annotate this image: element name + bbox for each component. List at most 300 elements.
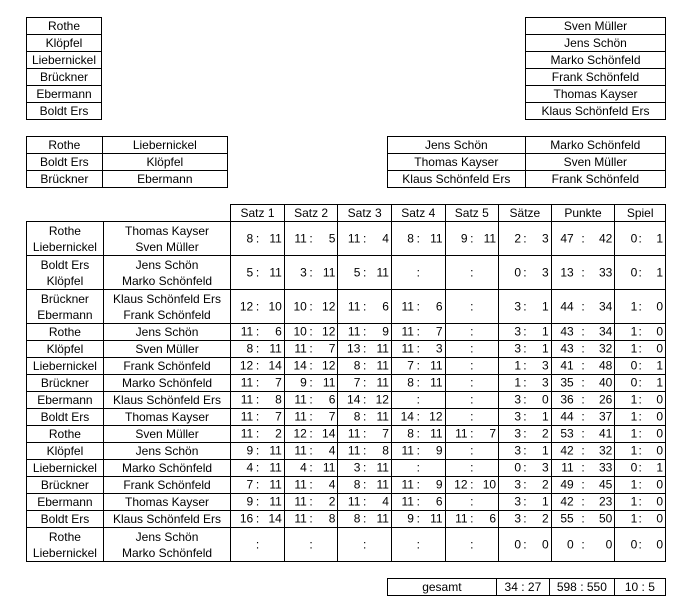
match-away-player: Frank Schönfeld: [123, 477, 211, 492]
match-away: [103, 409, 230, 426]
score-separator: :: [638, 341, 642, 356]
score-separator: :: [362, 358, 367, 373]
score-separator: :: [309, 231, 313, 245]
score-separator: :: [362, 511, 367, 526]
set-score-home: 11: [294, 443, 307, 458]
saetze-score-away: 3: [541, 460, 549, 475]
set-score-home: 11: [401, 443, 414, 458]
score-separator: :: [581, 265, 585, 279]
set-score: [231, 511, 285, 528]
score-separator: :: [581, 443, 585, 458]
home-player-row: [27, 69, 102, 86]
set-score-home: 11: [294, 477, 307, 492]
set-score-away: 14: [268, 511, 282, 526]
set-score-away: 12: [322, 324, 336, 339]
match-row: [27, 494, 666, 511]
set-score: [231, 494, 285, 511]
set-score: [231, 409, 285, 426]
score-separator: :: [255, 299, 260, 313]
match-home-player: Brückner: [40, 291, 89, 306]
match-home: [27, 222, 104, 256]
column-header: Satz 2: [284, 205, 338, 222]
score-separator: :: [523, 494, 527, 509]
score-separator: :: [362, 299, 367, 313]
set-score: [284, 375, 338, 392]
set-score-home: 11: [294, 341, 307, 356]
score-separator: :: [416, 358, 420, 373]
set-score: [391, 256, 445, 290]
match-home-player: Rothe: [48, 426, 81, 441]
score-separator: :: [638, 299, 642, 313]
score-separator: :: [255, 537, 260, 551]
score-separator: :: [416, 537, 420, 551]
set-score: [391, 375, 445, 392]
punkte-score: [551, 477, 615, 494]
away-player-row: [526, 18, 666, 35]
spiel-score-away: 0: [656, 477, 663, 492]
score-separator: :: [581, 537, 585, 551]
saetze-score-home: 3: [514, 409, 522, 424]
match-away: [103, 460, 230, 477]
set-score: [231, 341, 285, 358]
set-score: [231, 443, 285, 460]
punkte-score-home: 44: [560, 299, 574, 313]
set-score: [338, 290, 392, 324]
spiel-score-home: 0: [630, 358, 638, 373]
match-away-player: Frank Schönfeld: [123, 307, 211, 322]
match-home-player: Klöpfel: [46, 341, 84, 356]
score-separator: :: [309, 511, 313, 526]
spiel-score: [615, 341, 666, 358]
spiel-score: [615, 528, 666, 562]
saetze-score: [499, 409, 552, 426]
set-score-away: 4: [382, 494, 389, 509]
score-separator: :: [523, 426, 527, 441]
match-home: [27, 290, 104, 324]
punkte-score-away: 48: [599, 358, 613, 373]
score-separator: :: [309, 477, 313, 492]
set-score-home: 7: [246, 477, 254, 492]
score-separator: :: [255, 460, 260, 475]
saetze-score: [499, 341, 552, 358]
score-separator: :: [638, 392, 642, 407]
set-score-away: 11: [376, 477, 389, 492]
set-score: [231, 324, 285, 341]
match-away: [103, 477, 230, 494]
spiel-score-home: 0: [630, 537, 638, 551]
score-separator: :: [638, 231, 642, 245]
match-row: [27, 392, 666, 409]
set-score-home: 5: [246, 265, 254, 279]
score-separator: :: [416, 375, 420, 390]
home-player-name: Brückner: [27, 69, 102, 86]
punkte-score-home: 41: [560, 358, 574, 373]
saetze-score-home: 0: [514, 537, 522, 551]
set-score-away: 11: [376, 409, 389, 424]
spiel-score-home: 0: [630, 460, 638, 475]
home-double-player: Boldt Ers: [27, 154, 103, 171]
match-home-player: Boldt Ers: [40, 257, 90, 272]
score-separator: :: [362, 477, 367, 492]
home-player-row: [27, 103, 102, 120]
home-double-player: Brückner: [27, 171, 103, 188]
set-score-away: 8: [328, 511, 336, 526]
set-score: [338, 358, 392, 375]
score-separator: :: [470, 409, 474, 424]
set-score-home: 9: [460, 231, 468, 245]
punkte-score-home: 55: [560, 511, 574, 526]
spiel-score-away: 0: [656, 299, 663, 313]
score-separator: :: [255, 324, 260, 339]
set-score: [445, 341, 499, 358]
set-score-away: 9: [382, 324, 389, 339]
set-score: [391, 460, 445, 477]
punkte-score-home: 0: [566, 537, 574, 551]
set-score-away: 7: [275, 409, 282, 424]
match-away: [103, 324, 230, 341]
punkte-score-home: 35: [560, 375, 574, 390]
away-players-table: [525, 17, 666, 120]
score-separator: :: [255, 409, 260, 424]
score-separator: :: [638, 324, 642, 339]
score-separator: :: [362, 537, 367, 551]
match-away-player: Klaus Schönfeld Ers: [112, 291, 222, 306]
set-score-home: 8: [353, 511, 361, 526]
set-score-home: 3: [300, 265, 307, 279]
set-score: [231, 256, 285, 290]
score-separator: :: [523, 443, 527, 458]
score-separator: :: [362, 341, 367, 356]
set-score-away: 8: [275, 392, 282, 407]
score-separator: :: [255, 231, 260, 245]
set-score-away: 11: [376, 375, 389, 390]
home-player-row: [27, 86, 102, 103]
set-score: [284, 511, 338, 528]
set-score: [445, 511, 499, 528]
set-score-home: 8: [246, 231, 254, 245]
score-separator: :: [581, 409, 585, 424]
match-home: [27, 324, 104, 341]
set-score: [445, 443, 499, 460]
away-player-row: [526, 86, 666, 103]
saetze-score-away: 2: [541, 511, 549, 526]
score-separator: :: [470, 494, 474, 509]
saetze-score-home: 3: [514, 494, 522, 509]
score-separator: :: [470, 443, 474, 458]
spiel-score-home: 1: [630, 511, 638, 526]
set-score-away: 11: [483, 231, 497, 245]
score-separator: :: [255, 443, 260, 458]
set-score-away: 11: [269, 341, 282, 356]
set-score: [231, 460, 285, 477]
match-away: [103, 392, 230, 409]
set-score: [338, 477, 392, 494]
spiel-score-away: 0: [656, 426, 663, 441]
set-score-home: 9: [246, 443, 254, 458]
spiel-score-away: 0: [656, 537, 663, 551]
saetze-score: [499, 222, 552, 256]
saetze-score: [499, 392, 552, 409]
spiel-score-home: 1: [630, 299, 638, 313]
spiel-score: [615, 443, 666, 460]
set-score: [338, 494, 392, 511]
score-separator: :: [470, 231, 474, 245]
set-score-home: 11: [347, 231, 361, 245]
set-score-away: 11: [322, 265, 336, 279]
set-score-away: 4: [328, 477, 336, 492]
punkte-score-home: 47: [560, 231, 574, 245]
punkte-score: [551, 256, 615, 290]
set-score-home: 11: [240, 409, 254, 424]
score-separator: :: [362, 375, 367, 390]
set-score-home: 11: [455, 511, 468, 526]
match-away-player: Sven Müller: [135, 239, 199, 254]
set-score: [391, 426, 445, 443]
score-separator: :: [581, 324, 585, 339]
saetze-score: [499, 460, 552, 477]
spiel-score-home: 1: [630, 392, 638, 407]
spiel-score-away: 0: [656, 324, 663, 339]
set-score: [284, 477, 338, 494]
away-player-name: Thomas Kayser: [526, 86, 666, 103]
punkte-score: [551, 443, 615, 460]
match-away-player: Sven Müller: [135, 426, 199, 441]
match-home-player: Rothe: [48, 324, 81, 339]
set-score: [284, 341, 338, 358]
match-home: [27, 426, 104, 443]
set-score-home: 14: [400, 409, 414, 424]
set-score-away: 11: [376, 358, 389, 373]
match-home-player: Ebermann: [37, 307, 93, 322]
set-score-home: 8: [353, 477, 361, 492]
score-separator: :: [523, 460, 527, 475]
spiel-score: [615, 392, 666, 409]
saetze-score-away: 2: [541, 477, 549, 492]
score-separator: :: [523, 409, 527, 424]
score-separator: :: [470, 265, 474, 279]
set-score-home: 8: [407, 375, 414, 390]
spiel-score-away: 0: [656, 341, 663, 356]
score-separator: :: [638, 443, 642, 458]
set-score-home: 4: [246, 460, 254, 475]
set-score: [284, 256, 338, 290]
saetze-score: [499, 324, 552, 341]
set-score-away: 10: [268, 299, 282, 313]
set-score-away: 4: [382, 231, 389, 245]
score-separator: :: [523, 511, 527, 526]
punkte-score-away: 33: [599, 460, 613, 475]
match-row: [27, 528, 666, 562]
spiel-score-away: 0: [656, 443, 663, 458]
spiel-score-home: 1: [630, 443, 638, 458]
set-score: [284, 528, 338, 562]
score-separator: :: [581, 299, 585, 313]
set-score-away: 6: [435, 299, 443, 313]
punkte-score-away: 50: [599, 511, 613, 526]
set-score-away: 9: [435, 443, 443, 458]
set-score: [284, 494, 338, 511]
set-score-home: 11: [401, 477, 414, 492]
score-separator: :: [309, 494, 313, 509]
home-double-player: Klöpfel: [102, 154, 227, 171]
punkte-score-home: 11: [561, 460, 574, 475]
score-separator: :: [523, 265, 527, 279]
match-away-player: Marko Schönfeld: [122, 375, 213, 390]
match-home-player: Klöpfel: [46, 273, 84, 288]
set-score-home: 8: [407, 426, 414, 441]
match-home: [27, 528, 104, 562]
set-score: [445, 392, 499, 409]
set-score-away: 11: [376, 265, 389, 279]
match-away: [103, 511, 230, 528]
score-separator: :: [416, 265, 420, 279]
saetze-score-home: 3: [514, 299, 522, 313]
spiel-score: [615, 222, 666, 256]
match-row: [27, 511, 666, 528]
saetze-score-away: 1: [541, 494, 549, 509]
spiel-score: [615, 324, 666, 341]
away-player-row: [526, 35, 666, 52]
match-away-player: Marko Schönfeld: [122, 545, 213, 560]
set-score-home: 11: [347, 426, 361, 441]
set-score-away: 11: [376, 341, 389, 356]
spiel-score: [615, 375, 666, 392]
set-score-away: 5: [328, 231, 336, 245]
set-score-home: 11: [294, 409, 307, 424]
match-home-player: Liebernickel: [32, 239, 97, 254]
match-home: [27, 443, 104, 460]
score-separator: :: [581, 231, 585, 245]
set-score-away: 11: [269, 460, 282, 475]
score-separator: :: [255, 511, 260, 526]
set-score-home: 8: [353, 358, 361, 373]
set-score: [338, 443, 392, 460]
score-separator: :: [309, 299, 313, 313]
saetze-score-home: 3: [514, 443, 522, 458]
set-score: [284, 358, 338, 375]
away-player-row: [526, 103, 666, 120]
set-score-home: 5: [353, 265, 361, 279]
score-separator: :: [638, 426, 642, 441]
score-separator: :: [416, 409, 420, 424]
set-score: [338, 324, 392, 341]
home-double-player: Rothe: [27, 137, 103, 154]
saetze-score-away: 3: [541, 358, 549, 373]
away-double-player: Marko Schönfeld: [525, 137, 665, 154]
spiel-score: [615, 511, 666, 528]
home-doubles-table: [26, 136, 228, 188]
match-away-player: Thomas Kayser: [125, 494, 210, 509]
score-separator: :: [470, 299, 474, 313]
set-score-home: 10: [293, 324, 307, 339]
home-players-table: [26, 17, 102, 120]
match-home-player: Ebermann: [37, 392, 93, 407]
set-score-home: 8: [246, 341, 254, 356]
set-score-home: 12: [239, 299, 254, 313]
total-punkte: 598 : 550: [550, 579, 615, 596]
away-player-name: Frank Schönfeld: [526, 69, 666, 86]
match-away: [103, 222, 230, 256]
score-separator: :: [309, 341, 313, 356]
score-separator: :: [638, 375, 642, 390]
saetze-score-home: 1: [514, 358, 522, 373]
score-separator: :: [255, 494, 260, 509]
match-row: [27, 409, 666, 426]
match-row: [27, 426, 666, 443]
set-score: [391, 290, 445, 324]
saetze-score: [499, 443, 552, 460]
set-score-home: 4: [300, 460, 307, 475]
home-double-row: [27, 154, 228, 171]
score-separator: :: [309, 460, 313, 475]
match-home-player: Brückner: [40, 477, 89, 492]
match-row: [27, 324, 666, 341]
home-player-name: Ebermann: [27, 86, 102, 103]
punkte-score: [551, 460, 615, 477]
spiel-score-home: 1: [630, 494, 638, 509]
set-score-home: 9: [407, 511, 414, 526]
saetze-score-away: 1: [541, 409, 549, 424]
saetze-score-away: 3: [541, 375, 549, 390]
score-separator: :: [362, 392, 367, 407]
score-separator: :: [309, 392, 313, 407]
score-separator: :: [470, 375, 474, 390]
set-score-away: 14: [322, 426, 336, 441]
saetze-score-away: 0: [541, 537, 549, 551]
column-header: Satz 1: [231, 205, 285, 222]
score-separator: :: [255, 341, 260, 356]
score-separator: :: [470, 477, 474, 492]
set-score-home: 12: [293, 426, 307, 441]
set-score: [338, 511, 392, 528]
total-table: [387, 578, 666, 596]
set-score-home: 11: [240, 392, 254, 407]
set-score-home: 11: [240, 324, 254, 339]
set-score: [391, 477, 445, 494]
set-score: [284, 426, 338, 443]
total-label: gesamt: [388, 579, 497, 596]
set-score: [231, 358, 285, 375]
punkte-score: [551, 426, 615, 443]
set-score: [338, 528, 392, 562]
match-home-player: Liebernickel: [32, 358, 97, 373]
score-separator: :: [470, 341, 474, 356]
score-separator: :: [638, 477, 642, 492]
score-separator: :: [362, 324, 367, 339]
saetze-score-home: 1: [514, 375, 522, 390]
score-separator: :: [255, 375, 260, 390]
punkte-score: [551, 358, 615, 375]
score-separator: :: [470, 537, 474, 551]
home-player-name: Rothe: [27, 18, 102, 35]
set-score-home: 11: [455, 426, 468, 441]
match-away-player: Marko Schönfeld: [122, 460, 213, 475]
home-player-row: [27, 18, 102, 35]
score-separator: :: [309, 358, 313, 373]
spiel-score-home: 1: [630, 477, 638, 492]
match-home-player: Brückner: [40, 375, 89, 390]
spiel-score-away: 0: [656, 392, 663, 407]
saetze-score: [499, 290, 552, 324]
match-away: [103, 358, 230, 375]
score-separator: :: [416, 231, 420, 245]
set-score: [231, 426, 285, 443]
spiel-score: [615, 358, 666, 375]
column-header: Satz 5: [445, 205, 499, 222]
match-home-player: Liebernickel: [32, 545, 97, 560]
total-row: [388, 579, 666, 596]
set-score: [445, 222, 499, 256]
